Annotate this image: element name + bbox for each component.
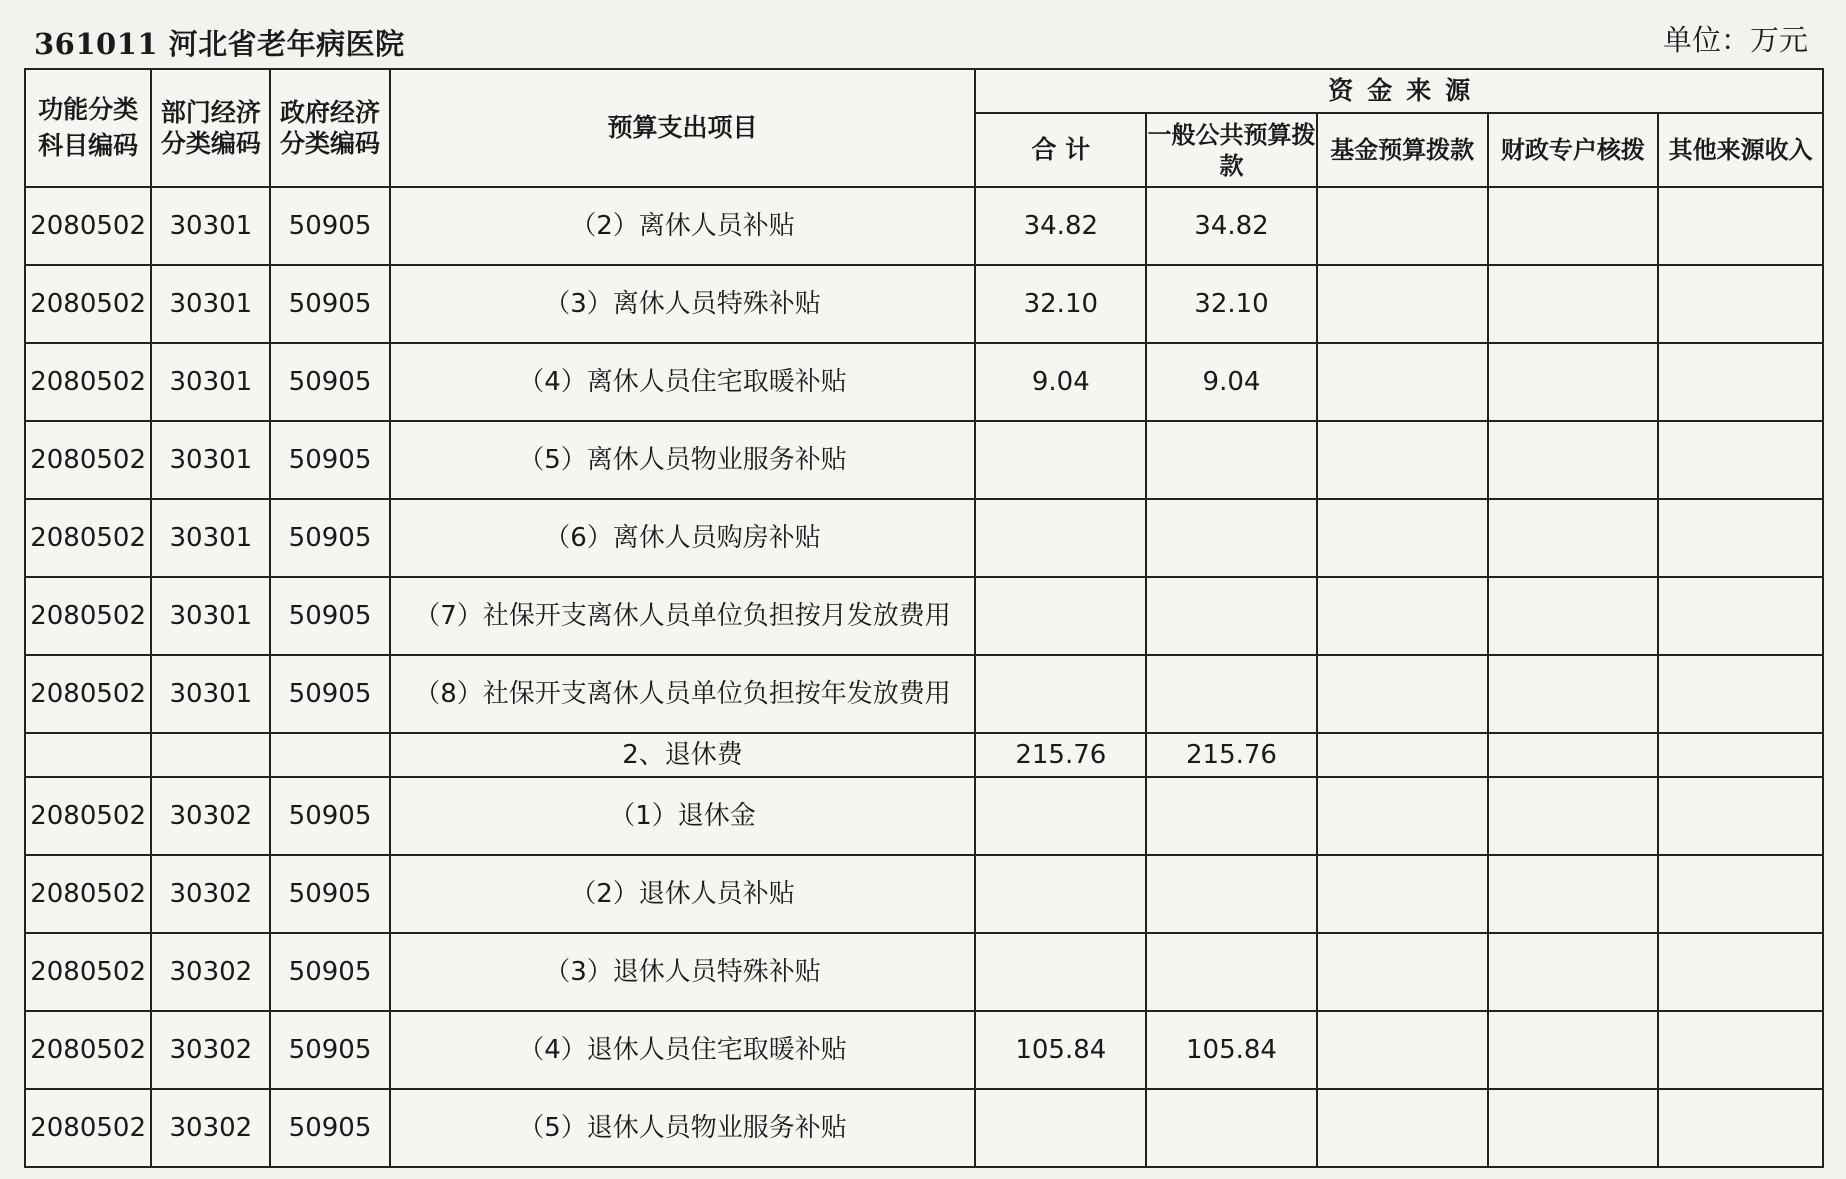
- cell-dept-code: 30302: [151, 1011, 270, 1089]
- header-other-income: 其他来源收入: [1658, 113, 1823, 187]
- table-row: [25, 187, 1823, 265]
- cell-finance-special: [1488, 733, 1659, 777]
- header-func-code: 功能分类科目编码: [25, 69, 151, 187]
- cell-dept-code: 30301: [151, 655, 270, 733]
- cell-item: （5）退休人员物业服务补贴: [390, 1089, 976, 1167]
- cell-gov-code: [270, 733, 389, 777]
- cell-gov-code: 50905: [270, 1089, 389, 1167]
- cell-dept-code: 30302: [151, 855, 270, 933]
- cell-dept-code: 30301: [151, 265, 270, 343]
- cell-fund-budget: [1317, 777, 1488, 855]
- header-gov-code: 政府经济分类编码: [270, 69, 389, 187]
- table-row: [25, 343, 1823, 421]
- cell-item: （6）离休人员购房补贴: [390, 499, 976, 577]
- cell-total: 215.76: [975, 733, 1146, 777]
- cell-other-income: [1658, 343, 1823, 421]
- table-row: [25, 1011, 1823, 1089]
- cell-dept-code: 30302: [151, 933, 270, 1011]
- budget-table: [24, 68, 1824, 1168]
- cell-func-code: 2080502: [25, 577, 151, 655]
- cell-total: [975, 933, 1146, 1011]
- header-dept-code: 部门经济分类编码: [151, 69, 270, 187]
- table-row: [25, 499, 1823, 577]
- subtotal-row: [25, 733, 1823, 777]
- cell-general-budget: [1146, 933, 1317, 1011]
- header-item: 预算支出项目: [390, 69, 976, 187]
- cell-gov-code: 50905: [270, 265, 389, 343]
- cell-func-code: 2080502: [25, 655, 151, 733]
- table-body: [25, 187, 1823, 1167]
- cell-item: （8）社保开支离休人员单位负担按年发放费用: [390, 655, 976, 733]
- cell-fund-budget: [1317, 421, 1488, 499]
- cell-other-income: [1658, 577, 1823, 655]
- cell-fund-budget: [1317, 655, 1488, 733]
- cell-item: （3）退休人员特殊补贴: [390, 933, 976, 1011]
- cell-item: （1）退休金: [390, 777, 976, 855]
- cell-fund-budget: [1317, 499, 1488, 577]
- header-total: 合 计: [975, 113, 1146, 187]
- cell-general-budget: [1146, 1089, 1317, 1167]
- cell-other-income: [1658, 1011, 1823, 1089]
- table-row: [25, 1089, 1823, 1167]
- cell-gov-code: 50905: [270, 577, 389, 655]
- cell-total: 9.04: [975, 343, 1146, 421]
- cell-gov-code: 50905: [270, 1011, 389, 1089]
- cell-dept-code: 30302: [151, 1089, 270, 1167]
- cell-dept-code: 30301: [151, 187, 270, 265]
- cell-func-code: 2080502: [25, 499, 151, 577]
- cell-finance-special: [1488, 1011, 1659, 1089]
- cell-dept-code: 30302: [151, 777, 270, 855]
- header-general-budget: 一般公共预算拨款: [1146, 113, 1317, 187]
- cell-general-budget: [1146, 421, 1317, 499]
- cell-func-code: 2080502: [25, 1011, 151, 1089]
- cell-item: （4）退休人员住宅取暖补贴: [390, 1011, 976, 1089]
- cell-total: [975, 655, 1146, 733]
- cell-general-budget: 105.84: [1146, 1011, 1317, 1089]
- cell-gov-code: 50905: [270, 499, 389, 577]
- cell-total: 32.10: [975, 265, 1146, 343]
- cell-other-income: [1658, 933, 1823, 1011]
- cell-fund-budget: [1317, 733, 1488, 777]
- cell-func-code: 2080502: [25, 421, 151, 499]
- table-row: [25, 421, 1823, 499]
- cell-finance-special: [1488, 421, 1659, 499]
- cell-total: [975, 855, 1146, 933]
- cell-func-code: 2080502: [25, 933, 151, 1011]
- cell-other-income: [1658, 421, 1823, 499]
- cell-other-income: [1658, 777, 1823, 855]
- cell-general-budget: [1146, 855, 1317, 933]
- cell-general-budget: [1146, 777, 1317, 855]
- cell-item: （7）社保开支离休人员单位负担按月发放费用: [390, 577, 976, 655]
- cell-general-budget: [1146, 499, 1317, 577]
- cell-func-code: 2080502: [25, 343, 151, 421]
- cell-other-income: [1658, 265, 1823, 343]
- cell-other-income: [1658, 655, 1823, 733]
- table-row: [25, 655, 1823, 733]
- cell-dept-code: 30301: [151, 499, 270, 577]
- cell-general-budget: 34.82: [1146, 187, 1317, 265]
- header-finance-special: 财政专户核拨: [1488, 113, 1659, 187]
- cell-other-income: [1658, 855, 1823, 933]
- cell-fund-budget: [1317, 933, 1488, 1011]
- cell-finance-special: [1488, 655, 1659, 733]
- cell-item: （5）离休人员物业服务补贴: [390, 421, 976, 499]
- unit-label: 单位：万元: [1662, 23, 1808, 57]
- cell-finance-special: [1488, 343, 1659, 421]
- cell-total: 105.84: [975, 1011, 1146, 1089]
- cell-func-code: [25, 733, 151, 777]
- cell-gov-code: 50905: [270, 655, 389, 733]
- cell-dept-code: 30301: [151, 577, 270, 655]
- cell-fund-budget: [1317, 855, 1488, 933]
- cell-other-income: [1658, 187, 1823, 265]
- cell-total: 34.82: [975, 187, 1146, 265]
- cell-gov-code: 50905: [270, 855, 389, 933]
- cell-item: （3）离休人员特殊补贴: [390, 265, 976, 343]
- cell-finance-special: [1488, 777, 1659, 855]
- table-row: [25, 933, 1823, 1011]
- cell-finance-special: [1488, 933, 1659, 1011]
- cell-general-budget: 9.04: [1146, 343, 1317, 421]
- cell-dept-code: 30301: [151, 343, 270, 421]
- cell-total: [975, 577, 1146, 655]
- cell-total: [975, 777, 1146, 855]
- cell-fund-budget: [1317, 1011, 1488, 1089]
- cell-fund-budget: [1317, 577, 1488, 655]
- cell-general-budget: 215.76: [1146, 733, 1317, 777]
- cell-finance-special: [1488, 1089, 1659, 1167]
- cell-fund-budget: [1317, 1089, 1488, 1167]
- cell-gov-code: 50905: [270, 187, 389, 265]
- table-row: [25, 855, 1823, 933]
- cell-total: [975, 499, 1146, 577]
- cell-fund-budget: [1317, 265, 1488, 343]
- table-row: [25, 265, 1823, 343]
- cell-func-code: 2080502: [25, 1089, 151, 1167]
- table-row: [25, 777, 1823, 855]
- cell-total: [975, 421, 1146, 499]
- table-row: [25, 577, 1823, 655]
- cell-func-code: 2080502: [25, 187, 151, 265]
- cell-fund-budget: [1317, 187, 1488, 265]
- page-title: 361011 河北省老年病医院: [34, 27, 405, 61]
- cell-finance-special: [1488, 265, 1659, 343]
- header-source-group: 资金来源: [975, 69, 1823, 113]
- cell-gov-code: 50905: [270, 343, 389, 421]
- cell-gov-code: 50905: [270, 421, 389, 499]
- cell-gov-code: 50905: [270, 777, 389, 855]
- cell-total: [975, 1089, 1146, 1167]
- cell-finance-special: [1488, 499, 1659, 577]
- cell-fund-budget: [1317, 343, 1488, 421]
- cell-func-code: 2080502: [25, 855, 151, 933]
- cell-dept-code: [151, 733, 270, 777]
- header-fund-budget: 基金预算拨款: [1317, 113, 1488, 187]
- cell-other-income: [1658, 1089, 1823, 1167]
- cell-general-budget: [1146, 655, 1317, 733]
- cell-item: （4）离休人员住宅取暖补贴: [390, 343, 976, 421]
- cell-general-budget: [1146, 577, 1317, 655]
- cell-other-income: [1658, 499, 1823, 577]
- cell-finance-special: [1488, 187, 1659, 265]
- cell-dept-code: 30301: [151, 421, 270, 499]
- cell-general-budget: 32.10: [1146, 265, 1317, 343]
- cell-other-income: [1658, 733, 1823, 777]
- cell-finance-special: [1488, 855, 1659, 933]
- cell-func-code: 2080502: [25, 777, 151, 855]
- cell-finance-special: [1488, 577, 1659, 655]
- cell-gov-code: 50905: [270, 933, 389, 1011]
- cell-item: （2）退休人员补贴: [390, 855, 976, 933]
- cell-item: 2、退休费: [390, 733, 976, 777]
- cell-item: （2）离休人员补贴: [390, 187, 976, 265]
- cell-func-code: 2080502: [25, 265, 151, 343]
